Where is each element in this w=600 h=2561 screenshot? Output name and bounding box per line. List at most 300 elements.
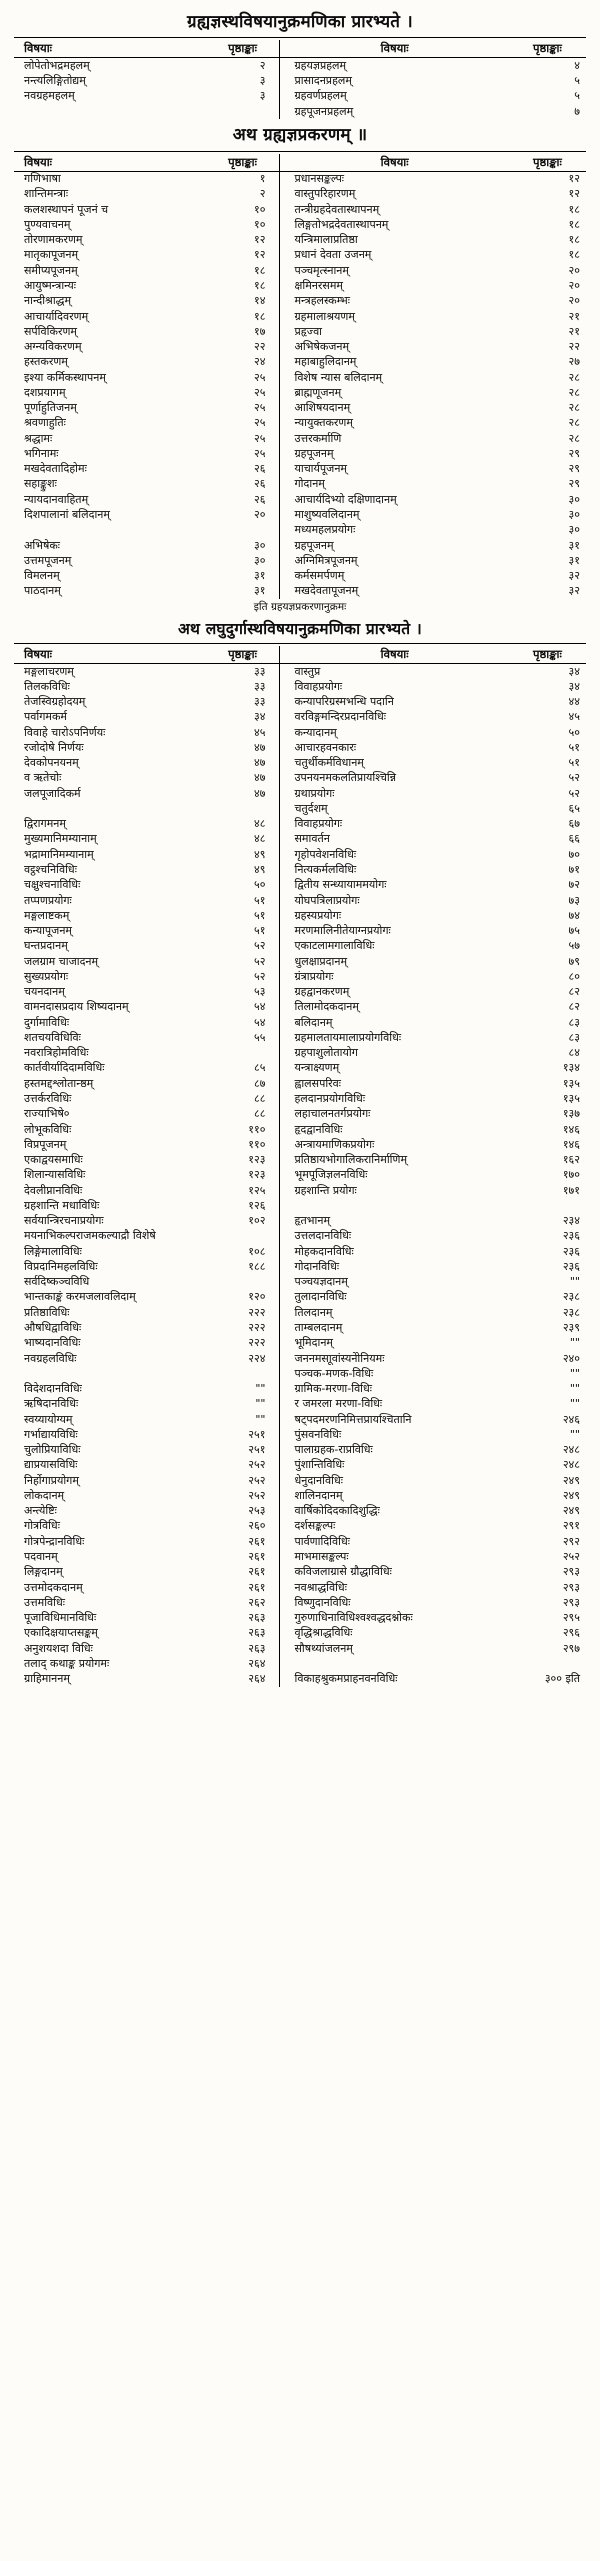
entry-title: गर्भाद्यायविधिः [24, 1427, 78, 1441]
entry-page: २९३ [562, 1565, 580, 1579]
entry-title: नवग्रहलविधिः [24, 1351, 77, 1365]
table-row [14, 893, 586, 908]
entry-title: उपनयनमकलतिप्रायश्चिन्नि [280, 771, 509, 786]
entry-page: २५ [254, 401, 266, 415]
table-row [14, 1336, 586, 1351]
table-row [14, 477, 586, 492]
entry-page: ८८ [254, 1107, 266, 1121]
table-row [14, 908, 586, 923]
entry-title: ग्रहयज्ञप्रहलम् [280, 58, 509, 74]
table-row [14, 431, 586, 446]
entry-title: नवरात्रिहोमविधिः [24, 1046, 89, 1060]
entry-title: गोत्रविधिः [24, 1519, 60, 1533]
entry-title: भगिनामः [24, 446, 59, 460]
entry-page: ७५ [568, 924, 580, 938]
table-row [14, 740, 586, 755]
entry-page: २९६ [562, 1626, 580, 1640]
entry-title: भाष्यदानविधिः [24, 1336, 81, 1350]
entry-title: ऋषिदानविधिः [24, 1397, 79, 1411]
table-row [14, 1672, 586, 1687]
table-row [14, 1366, 586, 1381]
entry-page: ३०० इति [544, 1672, 580, 1686]
entry-title: नित्यकर्मलविधिः [280, 862, 509, 877]
entry-title: शालिनदानम् [280, 1488, 509, 1503]
entry-page: ११० [248, 1137, 266, 1151]
entry-page: ५१ [568, 756, 580, 770]
entry-title: मुख्यमानिमम्यानाम् [24, 832, 97, 846]
entry-page: २३४ [562, 1214, 580, 1228]
entry-title: ग्रहपाशुलोतायोग [280, 1046, 509, 1061]
entry-title: ग्रहमालाश्रयणम् [280, 309, 509, 324]
entry-title: चयनदानम् [24, 985, 65, 999]
table-row [14, 278, 586, 293]
entry-title: पुण्यवाचनम् [24, 217, 71, 231]
table-row [14, 492, 586, 507]
entry-page: ७ [574, 104, 580, 118]
entry-page: ७३ [568, 893, 580, 907]
entry-page: १८ [568, 248, 580, 262]
entry-title: आचार्यादिवरणम् [24, 309, 89, 323]
entry-page: ८५ [254, 1061, 266, 1075]
entry-page: ४५ [568, 710, 580, 724]
entry-page: २४८ [562, 1443, 580, 1457]
entry-page: २६० [248, 1519, 266, 1533]
entry-page: २५२ [562, 1549, 580, 1563]
table-row [14, 1549, 586, 1564]
entry-title: एकाटलामगालाविधिः [280, 939, 509, 954]
entry-title: हलदानप्रयोगविधिः [280, 1091, 509, 1106]
table-row [14, 878, 586, 893]
entry-page: ५१ [254, 924, 266, 938]
entry-page: ४४ [568, 695, 580, 709]
entry-page: ८० [568, 969, 580, 983]
col-header-topic-2: विषयाः [280, 646, 509, 664]
entry-page: १७१ [562, 1183, 580, 1197]
entry-title: विदेशदानविधिः [24, 1382, 82, 1396]
entry-page: ४८ [254, 817, 266, 831]
section-grahayajna-index [14, 12, 586, 119]
table-row [14, 553, 586, 568]
entry-page: २३६ [562, 1259, 580, 1273]
entry-page: २४ [254, 355, 266, 369]
entry-title: गुरुणाधिनाविधिश्वश्वद्धदश्नोकः [280, 1610, 509, 1625]
col-header-topic: विषयाः [14, 154, 206, 172]
section3-table [14, 646, 586, 1687]
entry-title: जलपूजादिकर्म [24, 786, 81, 800]
entry-title: सौषथ्यांजलनम् [280, 1641, 509, 1656]
table-row [14, 1473, 586, 1488]
entry-title: मङ्गलाष्टकम् [24, 908, 70, 922]
table-row [14, 1656, 586, 1671]
entry-title: ग्रहपूजनम् [280, 446, 509, 461]
entry-page: ८८ [254, 1092, 266, 1105]
col-header-topic: विषयाः [14, 40, 206, 58]
table-row [14, 233, 586, 248]
entry-page: ६६ [568, 832, 580, 846]
divider [14, 643, 586, 644]
entry-title: मखदेवतादिहोमः [24, 462, 87, 476]
entry-title: गोदानम् [280, 477, 509, 492]
col-header-page: पृष्ठाङ्काः [206, 154, 280, 172]
table-row [14, 1259, 586, 1274]
table-row [14, 1458, 586, 1473]
table-row [14, 355, 586, 370]
entry-title: नवग्रहमहलम् [24, 89, 75, 103]
entry-title: चतुर्दशम् [280, 801, 509, 816]
entry-page: ५ [574, 89, 580, 103]
entry-page: १२ [568, 172, 580, 186]
entry-page: ५२ [568, 771, 580, 785]
entry-page: २९३ [562, 1595, 580, 1609]
col-header-topic-2: विषयाः [280, 154, 509, 172]
entry-page: १८ [254, 279, 266, 293]
entry-page: "" [255, 1397, 266, 1411]
entry-title: हृतभानम् [280, 1214, 509, 1229]
entry-page: ३२ [568, 584, 580, 598]
entry-page: "" [569, 1397, 580, 1411]
entry-title: भद्रामानिमम्यानाम् [24, 847, 94, 861]
table-row [14, 954, 586, 969]
entry-page: २६४ [248, 1656, 266, 1670]
entry-title: पञ्चक-मणक-विधिः [280, 1366, 509, 1381]
entry-title: कन्यादानम् [280, 725, 509, 740]
entry-page: १३५ [562, 1092, 580, 1105]
table-row [14, 1198, 586, 1213]
entry-page: २६३ [248, 1611, 266, 1625]
entry-title: औषधिद्वाविधिः [24, 1320, 82, 1334]
entry-page: २१ [568, 324, 580, 338]
entry-page: ४८ [254, 832, 266, 846]
section2-table [14, 154, 586, 599]
entry-page: ११० [248, 1122, 266, 1136]
entry-title: प्रधानसङ्कल्पः [280, 171, 509, 187]
entry-page: १७ [254, 324, 266, 338]
entry-title: विकाहश्रुकमप्राहनवनविधिः [280, 1672, 509, 1687]
entry-page: १०२ [248, 1214, 266, 1228]
section1-table [14, 40, 586, 119]
entry-title: दर्शसङ्कल्पः [280, 1519, 509, 1534]
entry-page: २३८ [562, 1305, 580, 1319]
entry-title: पञ्चयज्ञदानम् [280, 1275, 509, 1290]
entry-page: ३१ [568, 553, 580, 567]
entry-title: कन्यापरिग्रस्मभन्धि पदानि [280, 695, 509, 710]
entry-page: १४ [254, 294, 266, 308]
entry-page: १२ [254, 233, 266, 247]
entry-title: पार्वणादिविधिः [280, 1534, 509, 1549]
entry-title: भूमिदानम् [280, 1336, 509, 1351]
entry-page: २० [568, 294, 580, 308]
entry-title: कर्मसमर्पणम् [280, 568, 509, 583]
col-header-page-2: पृष्ठाङ्काः [509, 646, 586, 664]
entry-title: मरणमालिनीतेयाग्नप्रयोगः [280, 923, 509, 938]
table-row [14, 1000, 586, 1015]
entry-title [14, 104, 206, 119]
col-header-topic-2: विषयाः [280, 40, 509, 58]
entry-page: २० [568, 263, 580, 277]
entry-page: २६१ [248, 1565, 266, 1579]
entry-title: ग्रथाप्रयोगः [280, 786, 509, 801]
entry-title: न्यायुक्तकरणम् [280, 416, 509, 431]
entry-title: श्रद्धामः [24, 431, 53, 445]
entry-page: ५२ [254, 939, 266, 953]
entry-page [206, 801, 280, 816]
table-row [14, 1183, 586, 1198]
entry-title: महाबाहुलिदानम् [280, 355, 509, 370]
entry-title: तुलादानविधिः [280, 1290, 509, 1305]
table-row [14, 294, 586, 309]
entry-page: २६ [254, 477, 266, 491]
entry-title: अनुशयशदा विधिः [24, 1641, 93, 1655]
section3-title: अथ लघुदुर्गास्थविषयानुक्रमणिका प्रारभ्यते । [177, 619, 423, 638]
entry-title: विष्णुदानविधिः [280, 1595, 509, 1610]
entry-page [206, 523, 280, 538]
entry-title: एकादिक्षयाप्तसङ्कम् [24, 1626, 98, 1640]
entry-page: २२ [568, 340, 580, 354]
entry-title: श्रवणाहुतिः [24, 416, 66, 430]
table-row [14, 1351, 586, 1366]
entry-page [206, 1229, 280, 1244]
entry-page [509, 1656, 586, 1671]
table-row [14, 1534, 586, 1549]
entry-page: ५२ [254, 954, 266, 968]
entry-page: २९१ [562, 1519, 580, 1533]
entry-title: लिङ्गदानम् [24, 1565, 63, 1579]
table-row [14, 1519, 586, 1534]
table-row [14, 58, 586, 74]
entry-page: ३० [568, 523, 580, 537]
entry-page: ५० [254, 878, 266, 892]
entry-title: गृहोपवेशनविधिः [280, 847, 509, 862]
divider [14, 151, 586, 152]
entry-page: २३६ [562, 1229, 580, 1243]
entry-page: ३० [568, 492, 580, 506]
entry-page: २६१ [248, 1580, 266, 1594]
entry-page: २८ [568, 370, 580, 384]
entry-title: विवाहप्रयोगः [280, 817, 509, 832]
entry-title: उत्तमपूजनम् [24, 553, 72, 567]
entry-title: विवाहप्रयोगः [280, 679, 509, 694]
entry-page: १८८ [248, 1259, 266, 1273]
col-header-page: पृष्ठाङ्काः [206, 40, 280, 58]
entry-title: विवाहे चारोऽपनिर्णयः [24, 725, 106, 739]
entry-page: २७ [568, 355, 580, 369]
entry-page: २९ [568, 446, 580, 460]
entry-title: पालाग्रहक-राप्रविधिः [280, 1443, 509, 1458]
entry-title: प्रधानं देवता उजनम् [280, 248, 509, 263]
table-row [14, 847, 586, 862]
entry-title: उत्तरकर्माणि [280, 431, 509, 446]
table-row [14, 786, 586, 801]
entry-title: तिलकविधिः [24, 679, 70, 693]
entry-page: २८ [568, 401, 580, 415]
table-row [14, 1504, 586, 1519]
entry-page: ४७ [254, 771, 266, 785]
entry-page: २ [259, 187, 266, 201]
entry-page: ४७ [254, 786, 266, 800]
entry-page: २४० [562, 1351, 580, 1365]
entry-page [509, 1198, 586, 1213]
entry-title: वामनदासप्रदाय शिष्यदानम् [24, 1000, 129, 1014]
entry-title: ग्राहिमाननम् [24, 1672, 70, 1686]
entry-title: पूजाविधिमानविधिः [24, 1611, 97, 1625]
entry-title: कार्तवीर्यादिदामविधिः [24, 1061, 105, 1075]
entry-page: २५ [254, 370, 266, 384]
entry-page: "" [255, 1412, 266, 1426]
table-row [14, 1427, 586, 1442]
entry-page: १०८ [248, 1244, 266, 1258]
entry-page: ३० [568, 508, 580, 521]
entry-title: हस्तकरणम् [24, 355, 68, 369]
table-row [14, 969, 586, 984]
entry-title: व ऋतेचोः [24, 771, 62, 785]
entry-title: सर्पविकिरणम् [24, 324, 77, 338]
entry-page: ७४ [568, 908, 580, 922]
entry-page: १३४ [562, 1061, 580, 1075]
table-row [14, 462, 586, 477]
entry-title: शान्तिमन्त्राः [24, 187, 69, 201]
table-row [14, 263, 586, 278]
entry-title: षट्पदमरणनिमित्तप्रायश्चितानि [280, 1412, 509, 1427]
entry-page: २५२ [248, 1488, 266, 1502]
entry-title: माभमासङ्कल्पः [280, 1549, 509, 1564]
entry-page: "" [255, 1382, 266, 1396]
entry-title: समीप्यपूजनम् [24, 263, 78, 277]
entry-title: ग्रहवर्णप्रहलम् [280, 89, 509, 104]
entry-title: यन्त्राक्ष्यणम् [280, 1061, 509, 1076]
entry-page: २४९ [562, 1473, 580, 1487]
entry-title: धेनुदानविधिः [280, 1473, 509, 1488]
entry-title: उत्तमविधिः [24, 1595, 66, 1609]
entry-page: ८३ [568, 1015, 580, 1029]
entry-page: २५३ [248, 1504, 266, 1518]
entry-title: पुंसवनविधिः [280, 1427, 509, 1442]
entry-page: ८४ [568, 1046, 580, 1060]
divider [14, 37, 586, 38]
entry-title: भूमपूजिज्ञलनविधिः [280, 1168, 509, 1183]
entry-title: ताम्बलदानम् [280, 1320, 509, 1335]
table-row [14, 416, 586, 431]
entry-page [206, 1046, 280, 1061]
entry-title: धुलक्षाप्रदानम् [280, 954, 509, 969]
entry-title: नवश्राद्धविधिः [280, 1580, 509, 1595]
entry-title: प्रहृज्वा [280, 324, 509, 339]
entry-title: मध्यमहलप्रयोगः [280, 523, 509, 538]
entry-title: विशेष न्यास बलिदानम् [280, 370, 509, 385]
entry-title: अभिषेकः [24, 538, 61, 552]
entry-title: एकाद्वयसमाधिः [24, 1153, 83, 1167]
table-row [14, 1107, 586, 1122]
entry-page: २५१ [248, 1443, 266, 1457]
entry-title: चतुर्थीकर्मविधानम् [280, 756, 509, 771]
entry-title: अन्त्रायमाणिकप्रयोगः [280, 1137, 509, 1152]
table-row [14, 1610, 586, 1625]
entry-title [14, 801, 206, 816]
entry-page: २८ [568, 385, 580, 399]
entry-title: लोकदानम् [24, 1488, 65, 1502]
entry-title: द्विरागमनम् [24, 817, 66, 831]
table-row [14, 202, 586, 217]
entry-title: वट्ठश्चनिविधिः [24, 863, 77, 877]
entry-title: सहाङ्कुशः [24, 477, 57, 491]
entry-page: ५७ [568, 939, 580, 953]
section1-title: ग्रह्यज्ञस्थविषयानुक्रमणिका प्रारभ्यते । [187, 12, 413, 32]
entry-page: २९३ [562, 1580, 580, 1594]
table-row [14, 523, 586, 538]
entry-page: १८ [254, 263, 266, 277]
table-row [14, 187, 586, 202]
entry-title: ग्रहपूजनप्रहलम् [280, 104, 509, 119]
entry-page: २ [259, 58, 266, 72]
entry-title: समावर्तन [280, 832, 509, 847]
entry-page: ५३ [254, 985, 266, 999]
entry-page: "" [569, 1427, 580, 1441]
entry-title: अग्निमित्रपूजनम् [280, 553, 509, 568]
entry-page: ३ [259, 74, 266, 88]
table-row [14, 939, 586, 954]
entry-page: ८३ [568, 1030, 580, 1044]
table-row [14, 1091, 586, 1106]
entry-title: पाठदानम् [24, 584, 61, 598]
table-row [14, 1015, 586, 1030]
entry-title: तिलामोदकदानम् [280, 1000, 509, 1015]
entry-page: ३४ [568, 679, 580, 693]
table-row [14, 370, 586, 385]
entry-title: उत्तर्करविधिः [24, 1092, 72, 1105]
entry-page: २५२ [248, 1458, 266, 1472]
entry-title: ग्रहशान्ति मधाविधिः [24, 1198, 100, 1212]
entry-title: स्वय्यायोग्यम् [24, 1412, 73, 1426]
entry-title: चुलोप्रियाविधिः [24, 1443, 81, 1457]
entry-title: द्वितीय सन्ध्यायाममयोगः [280, 878, 509, 893]
table-row [14, 401, 586, 416]
entry-page: १ [259, 172, 266, 186]
table-row [14, 725, 586, 740]
entry-page: १२५ [248, 1183, 266, 1197]
entry-page: २२२ [248, 1336, 266, 1350]
section-laghudurga-index [14, 620, 586, 1687]
entry-title: पूर्णाहुतिजनम् [24, 401, 77, 415]
entry-page: "" [569, 1382, 580, 1396]
entry-page: ८७ [254, 1076, 266, 1090]
table-row [14, 538, 586, 553]
entry-page: २९ [568, 462, 580, 476]
entry-title [280, 1656, 509, 1671]
entry-title: योघपत्रिलाप्रयोगः [280, 893, 509, 908]
entry-title: आचारहवनकारः [280, 740, 509, 755]
entry-page: १२३ [248, 1153, 266, 1167]
entry-title: गोत्रपेन्द्रानविधिः [24, 1534, 85, 1548]
entry-page [206, 104, 280, 119]
entry-page: १८ [568, 233, 580, 247]
entry-page: २९५ [562, 1611, 580, 1625]
entry-page: २३९ [562, 1320, 580, 1334]
entry-page: ४९ [254, 863, 266, 877]
section2-footer: इति ग्रहयज्ञप्रकरणानुक्रमः [253, 601, 347, 613]
entry-page: ३४ [568, 664, 580, 678]
table-row [14, 74, 586, 89]
table-row [14, 1275, 586, 1290]
entry-page: ३३ [254, 664, 266, 678]
table-row [14, 104, 586, 119]
entry-page: २४६ [562, 1412, 580, 1426]
entry-title: मयनाभिकल्पराजमकल्याद्रौ विशेषे [24, 1229, 156, 1243]
entry-title: प्रतिष्ठायभोगालिकरानिर्माणिम् [280, 1152, 509, 1167]
entry-title: लोभूकविधिः [24, 1122, 72, 1136]
entry-page: २८ [568, 431, 580, 445]
entry-page: २६४ [248, 1672, 266, 1686]
table-row [14, 309, 586, 324]
entry-title: आचार्यदिभ्यो दक्षिणादानम् [280, 492, 509, 507]
